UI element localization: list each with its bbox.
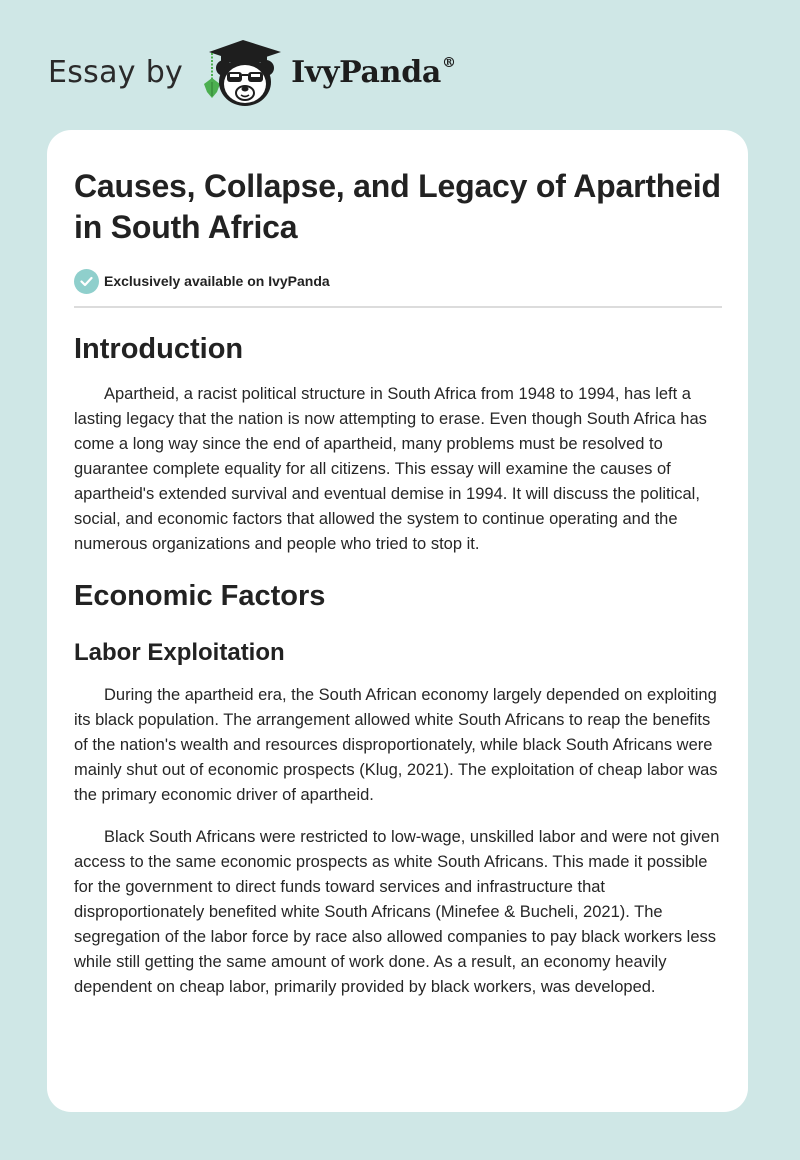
exclusive-text: Exclusively available on IvyPanda — [104, 273, 330, 289]
section-heading-introduction: Introduction — [74, 333, 244, 365]
exclusive-badge — [74, 268, 722, 294]
check-icon — [74, 269, 99, 294]
labor-paragraph-2: Black South Africans were restricted to low-wage, unskilled labor and were not given access to the same economic prospects as white South Africans. This made it possible for the government to direct funds toward services and infrastructure that disproportionately benefited white South Africans (Minefee & Bucheli, 2021). The segregation of the labor force by race also allowed companies to pay black workers less while still getting the same amount of work done. As a result, an economy heavily dependent on cheap labor, primarily provided by black workers, was developed. — [74, 828, 720, 996]
registered-mark: ® — [442, 54, 456, 71]
labor-paragraph-1: During the apartheid era, the South African economy largely depended on exploiting its black population. The arrangement allowed white South Africans to reap the benefits of the nation's wealth and resources disproportionately, while black South Africans were mainly shut out of economic prospects (Klug, 2021). The exploitation of cheap labor was the primary economic driver of apartheid. — [74, 686, 718, 804]
page-title: Causes, Collapse, and Legacy of Apartheid in South Africa — [74, 168, 721, 245]
divider — [74, 306, 722, 308]
brand-name[interactable] — [291, 55, 456, 90]
brand-text: IvyPanda — [291, 54, 442, 90]
intro-paragraph: Apartheid, a racist political structure in South Africa from 1948 to 1994, has left a lasting legacy that the nation is now attempting to erase. Even though South Africa has come a long way since the end of apartheid, many problems must be resolved to guarantee complete equality for all citizens. This essay will examine the causes of apartheid's extended survival and eventual demise in 1994. It will discuss the political, social, and economic factors that allowed the system to continue operating and the numerous organizations and people who tried to stop it. — [74, 385, 707, 553]
section-heading-economic-factors: Economic Factors — [74, 580, 326, 612]
site-header — [48, 36, 456, 108]
panda-graduation-cap-icon[interactable] — [199, 36, 289, 108]
subsection-heading-labor-exploitation: Labor Exploitation — [74, 639, 285, 666]
essay-by-label: Essay by — [48, 54, 184, 90]
essay-card — [47, 130, 748, 1112]
